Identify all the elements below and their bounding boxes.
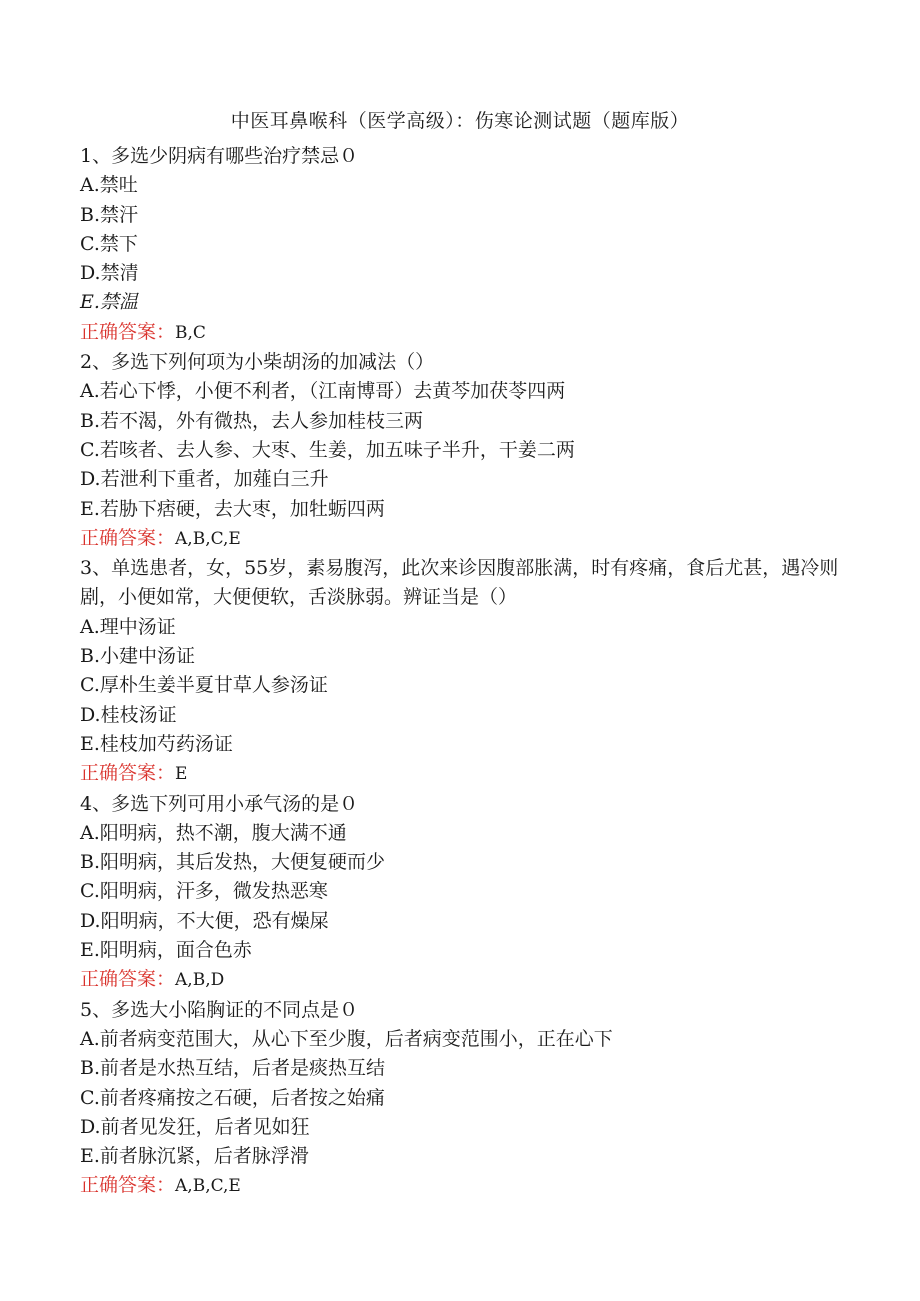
option-d: D.前者见发狂，后者见如狂 (80, 1115, 310, 1138)
option-c: C.阳明病，汗多，微发热恶寒 (80, 880, 328, 903)
question-list (80, 142, 840, 1202)
option-c: C.前者疼痛按之石硬，后者按之始痛 (80, 1086, 385, 1109)
answer-label: 正确答案： (80, 526, 176, 549)
question-stem: 4、多选下列可用小承气汤的是０ (80, 792, 359, 815)
correct-answer (80, 759, 840, 789)
option-c: C.若咳者、去人参、大枣、生姜，加五味子半升，干姜二两 (80, 438, 575, 461)
question-stem: 5、多选大小陷胸证的不同点是０ (80, 998, 359, 1021)
option-a: A.理中汤证 (80, 615, 176, 638)
option-e: E.阳明病，面合色赤 (80, 939, 252, 962)
option-b: B.小建中汤证 (80, 645, 196, 668)
option-a: A.若心下悸，小便不利者，（江南博哥）去黄芩加茯苓四两 (80, 380, 566, 403)
answer-value: B,C (175, 322, 206, 343)
answer-label: 正确答案： (80, 320, 176, 343)
correct-answer (80, 965, 840, 995)
correct-answer (80, 524, 840, 554)
option-c: C.禁下 (80, 232, 138, 255)
question-5 (80, 996, 840, 1202)
option-b: B.阳明病，其后发热，大便复硬而少 (80, 851, 386, 874)
document-title: 中医耳鼻喉科（医学高级）：伤寒论测试题（题库版） (230, 110, 690, 132)
question-2 (80, 348, 840, 554)
answer-value: E (175, 764, 188, 785)
option-d: D.阳明病，不大便，恐有燥屎 (80, 909, 329, 932)
question-3 (80, 554, 840, 789)
option-d: D.禁清 (80, 262, 139, 285)
option-e: E.禁温 (80, 291, 138, 314)
answer-label: 正确答案： (80, 1174, 176, 1197)
option-d: D.桂枝汤证 (80, 703, 177, 726)
answer-value: A,B,C,E (175, 1176, 241, 1197)
option-a: A.阳明病，热不潮，腹大满不通 (80, 821, 347, 844)
answer-value: A,B,D (175, 970, 225, 991)
question-stem: 1、多选少阴病有哪些治疗禁忌０ (80, 145, 359, 167)
answer-label: 正确答案： (80, 968, 176, 991)
option-b: B.前者是水热互结，后者是痰热互结 (80, 1057, 386, 1080)
option-e: E.桂枝加芍药汤证 (80, 732, 233, 755)
option-a: A.前者病变范围大，从心下至少腹，后者病变范围小，正在心下 (80, 1027, 613, 1050)
correct-answer (80, 318, 840, 348)
option-b: B.若不渴，外有微热，去人参加桂枝三两 (80, 409, 424, 432)
correct-answer (80, 1171, 840, 1201)
question-1 (80, 142, 840, 348)
option-a: A.禁吐 (80, 174, 138, 197)
option-c: C.厚朴生姜半夏甘草人参汤证 (80, 674, 328, 697)
answer-label: 正确答案： (80, 762, 176, 785)
question-4 (80, 790, 840, 996)
option-e: E.若胁下痞硬，去大枣，加牡蛎四两 (80, 497, 385, 520)
option-d: D.若泄利下重者，加薤白三升 (80, 468, 329, 491)
option-b: B.禁汗 (80, 203, 139, 226)
question-stem: 3、单选患者，女，55岁，素易腹泻，此次来诊因腹部胀满，时有疼痛，食后尤甚，遇冷则剧，小便如常，大便便软，舌淡脉弱。辨证当是（） (80, 557, 839, 609)
option-e: E.前者脉沉紧，后者脉浮滑 (80, 1145, 309, 1168)
question-stem: 2、多选下列何项为小柴胡汤的加减法（） (80, 351, 435, 374)
answer-value: A,B,C,E (175, 528, 241, 549)
